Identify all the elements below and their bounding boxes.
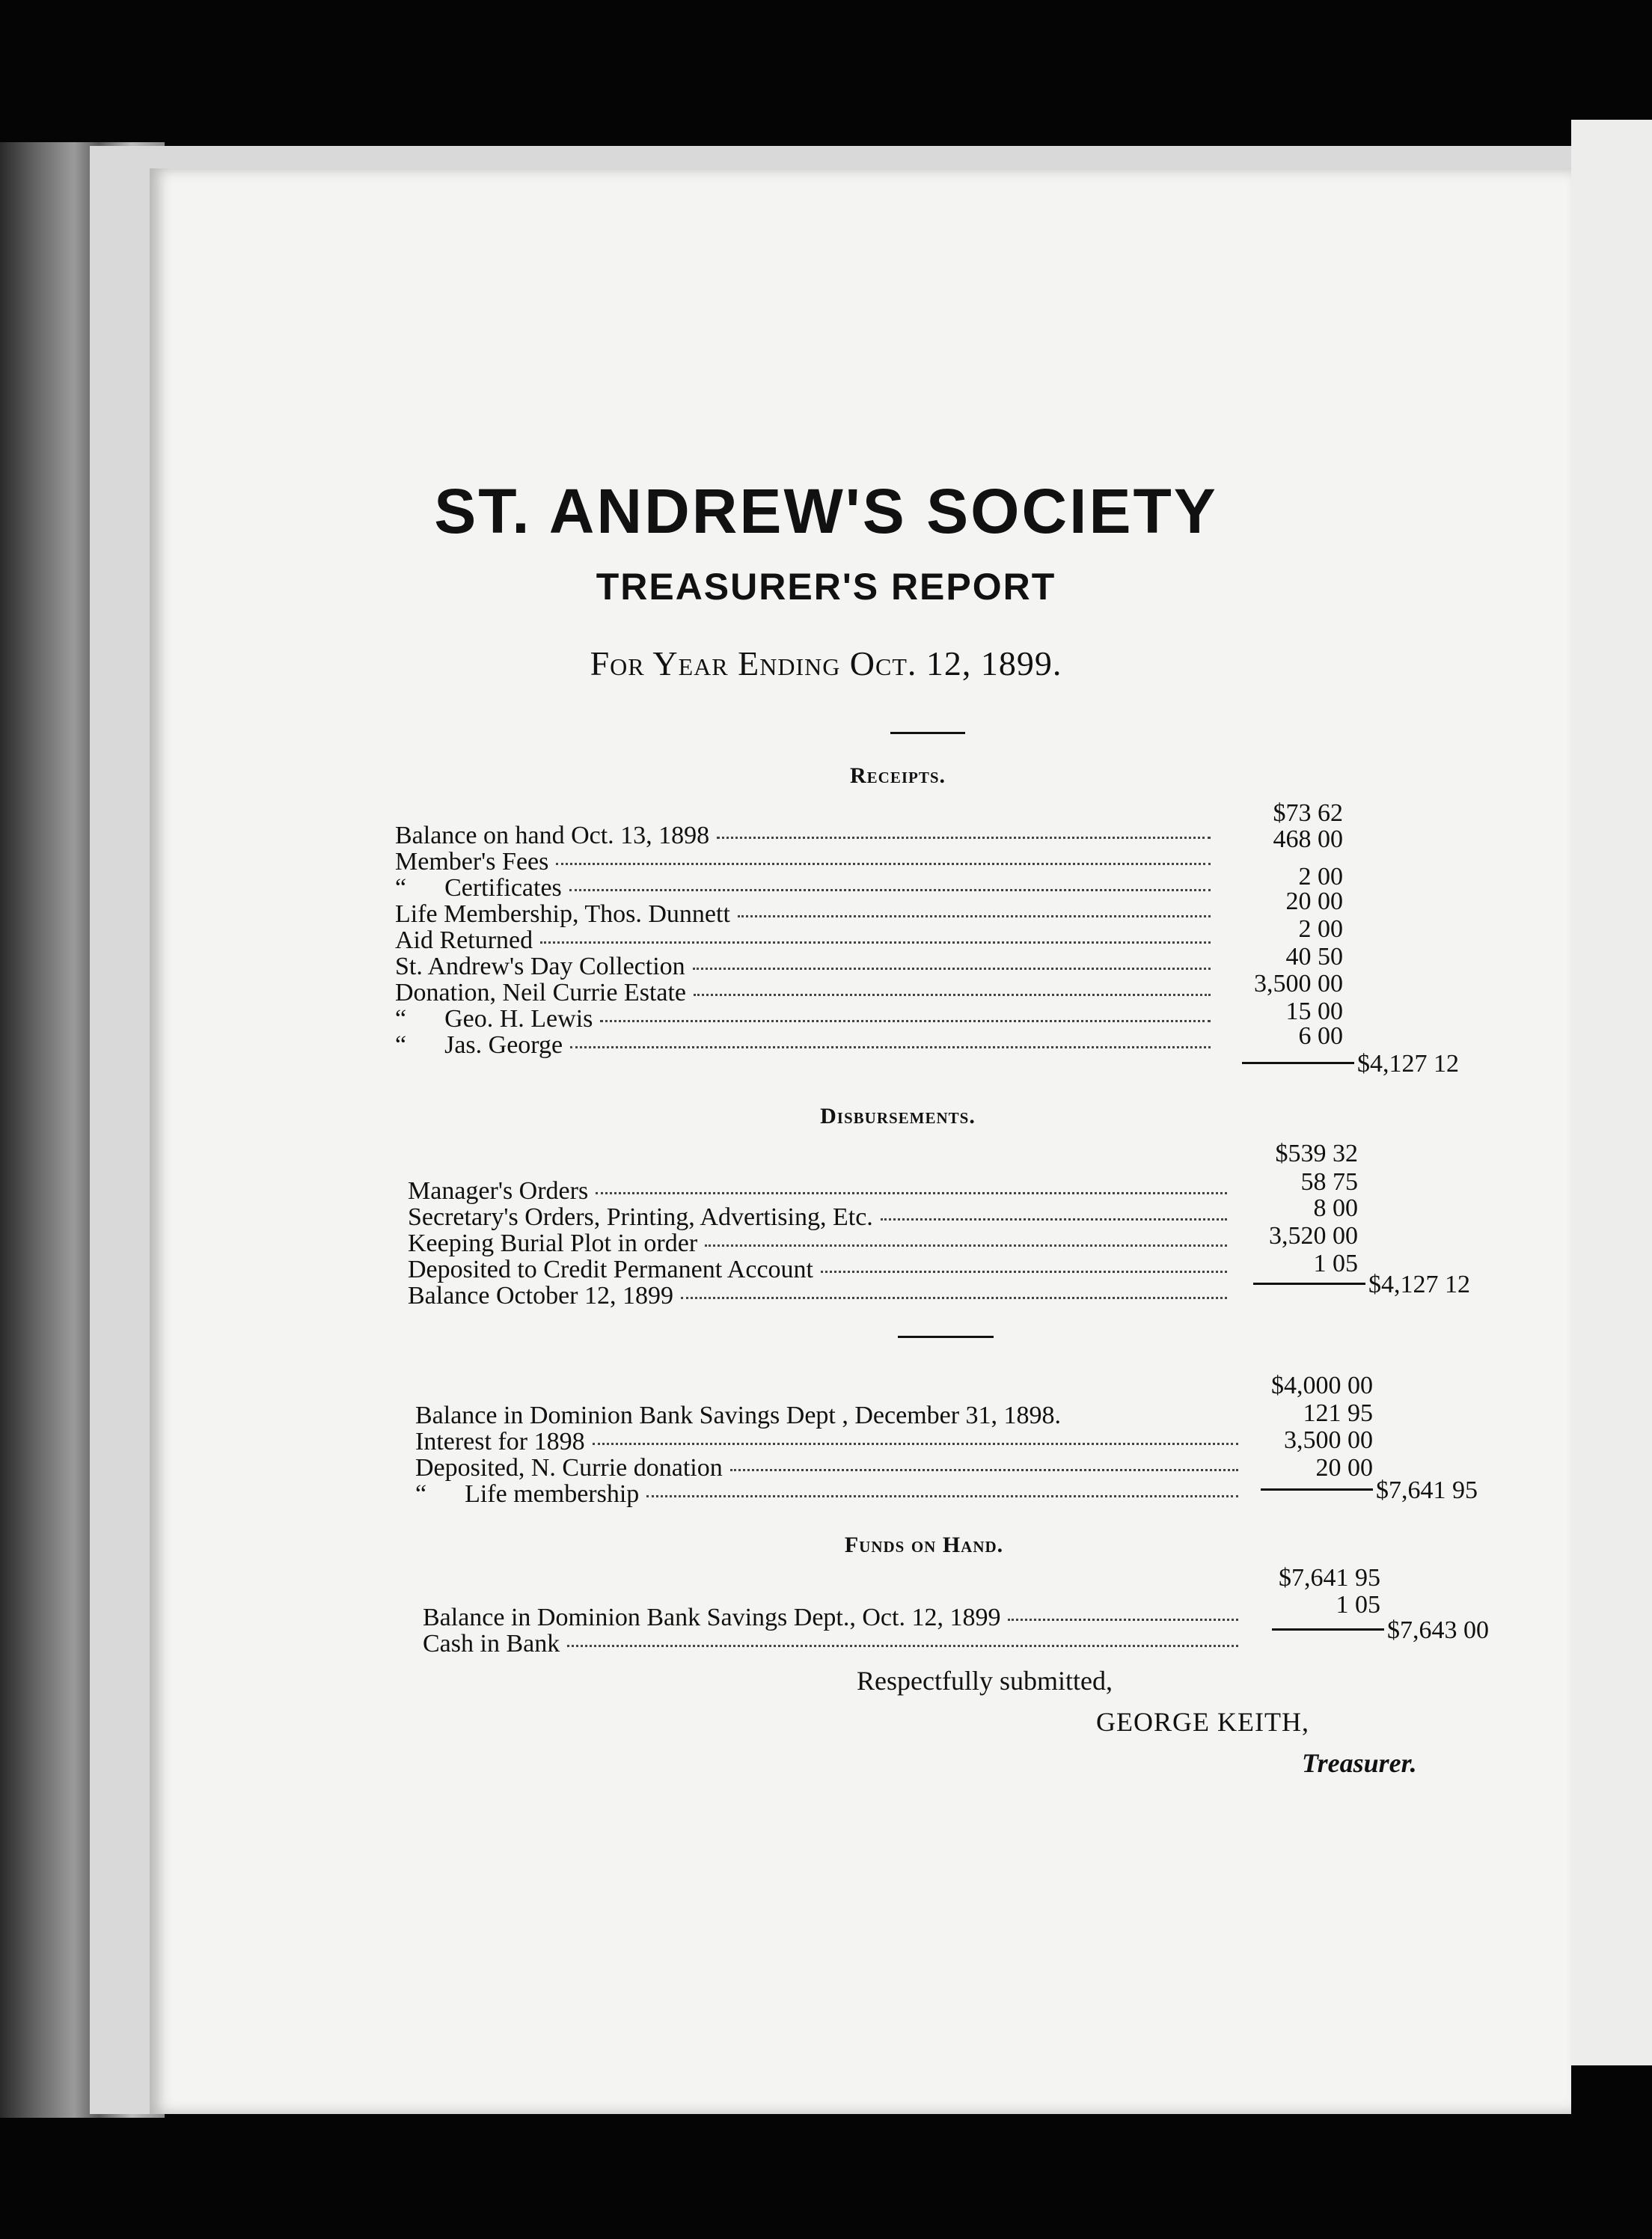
total-rule xyxy=(1253,1283,1365,1285)
page-title: ST. ANDREW'S SOCIETY xyxy=(434,476,1218,546)
leader-dots xyxy=(540,941,1211,944)
receipt-amount: 2 00 xyxy=(1298,863,1343,891)
disbursement-label: Manager's Orders xyxy=(408,1177,589,1205)
disbursements-total-value: $4,127 12 xyxy=(1368,1271,1470,1298)
receipt-amount: 20 00 xyxy=(1285,888,1343,915)
leader-dots xyxy=(646,1495,1238,1497)
permanent-label: Interest for 1898 xyxy=(415,1428,585,1455)
receipt-label: Balance on hand Oct. 13, 1898 xyxy=(395,822,710,849)
disbursement-row xyxy=(408,1205,1235,1230)
receipt-label: “ Geo. H. Lewis xyxy=(395,1005,593,1033)
receipt-amount: 40 50 xyxy=(1285,943,1343,971)
receipt-amount: 3,500 00 xyxy=(1254,970,1343,998)
disbursement-label: Balance October 12, 1899 xyxy=(408,1282,673,1310)
funds-label: Cash in Bank xyxy=(423,1630,560,1658)
disbursement-amount: $539 32 xyxy=(1275,1140,1358,1167)
disbursement-row xyxy=(408,1283,1235,1309)
permanent-total xyxy=(1261,1478,1478,1503)
divider-middle xyxy=(898,1336,994,1338)
funds-row xyxy=(423,1631,1246,1657)
divider-top xyxy=(890,732,965,734)
receipt-label: St. Andrew's Day Collection xyxy=(395,953,685,980)
receipt-row xyxy=(395,954,1218,980)
leader-dots xyxy=(1008,1619,1238,1621)
disbursement-row xyxy=(408,1257,1235,1283)
permanent-label: Balance in Dominion Bank Savings Dept , December 31, 1898. xyxy=(415,1402,1062,1429)
permanent-label: “ Life membership xyxy=(415,1480,640,1508)
receipt-row xyxy=(395,1007,1218,1032)
leader-dots xyxy=(705,1244,1227,1247)
permanent-row xyxy=(415,1455,1246,1481)
total-rule xyxy=(1261,1488,1373,1491)
receipt-row xyxy=(395,980,1218,1006)
receipt-label: “ Certificates xyxy=(395,874,562,902)
disbursement-amount: 3,520 00 xyxy=(1269,1222,1358,1250)
permanent-amount: 20 00 xyxy=(1315,1454,1373,1482)
funds-total-value: $7,643 00 xyxy=(1387,1616,1489,1644)
permanent-amount: $4,000 00 xyxy=(1271,1372,1373,1399)
receipt-label: Member's Fees xyxy=(395,848,549,876)
permanent-label: Deposited, N. Currie donation xyxy=(415,1454,723,1482)
leader-dots xyxy=(593,1443,1238,1445)
signatory-role: Treasurer. xyxy=(1302,1748,1417,1778)
disbursements-total xyxy=(1253,1272,1470,1298)
funds-total xyxy=(1272,1618,1489,1643)
funds-row xyxy=(423,1605,1246,1631)
leader-dots xyxy=(570,1046,1211,1048)
disbursement-amount: 1 05 xyxy=(1313,1250,1358,1277)
leader-dots xyxy=(567,1645,1238,1647)
receipt-amount: 15 00 xyxy=(1285,998,1343,1025)
funds-amount: 1 05 xyxy=(1336,1591,1380,1619)
leader-dots xyxy=(596,1192,1227,1194)
signatory-name: GEORGE KEITH, xyxy=(1096,1707,1309,1737)
funds-heading: Funds on Hand. xyxy=(844,1533,1004,1557)
leader-dots xyxy=(717,837,1211,839)
total-rule xyxy=(1242,1062,1354,1064)
permanent-row xyxy=(415,1482,1246,1507)
closing-line: Respectfully submitted, xyxy=(857,1666,1113,1696)
report-subtitle: TREASURER'S REPORT xyxy=(596,566,1056,608)
leader-dots xyxy=(681,1297,1227,1299)
total-rule xyxy=(1272,1628,1384,1631)
leader-dots xyxy=(738,915,1211,917)
disbursement-label: Deposited to Credit Permanent Account xyxy=(408,1256,813,1283)
disbursement-label: Secretary's Orders, Printing, Advertising, Etc. xyxy=(408,1203,873,1231)
receipts-heading: Receipts. xyxy=(849,763,946,788)
leader-dots xyxy=(556,863,1211,865)
permanent-row xyxy=(415,1403,1246,1429)
leader-dots xyxy=(693,968,1211,970)
permanent-row xyxy=(415,1429,1246,1455)
receipt-amount: 6 00 xyxy=(1298,1022,1343,1050)
disbursement-amount: 58 75 xyxy=(1300,1168,1358,1196)
receipt-label: “ Jas. George xyxy=(395,1031,563,1059)
report-period: For Year Ending Oct. 12, 1899. xyxy=(590,644,1062,682)
permanent-amount: 121 95 xyxy=(1303,1399,1373,1427)
receipt-row xyxy=(395,902,1218,927)
leader-dots xyxy=(821,1271,1227,1273)
receipt-label: Donation, Neil Currie Estate xyxy=(395,979,687,1007)
leader-dots xyxy=(569,889,1211,891)
disbursement-row xyxy=(408,1231,1235,1256)
permanent-amount: 3,500 00 xyxy=(1284,1426,1373,1454)
leader-dots xyxy=(730,1469,1238,1471)
receipt-row xyxy=(395,928,1218,953)
disbursement-label: Keeping Burial Plot in order xyxy=(408,1230,698,1257)
receipt-row xyxy=(395,849,1218,875)
receipts-total-value: $4,127 12 xyxy=(1357,1050,1459,1078)
funds-amount: $7,641 95 xyxy=(1279,1564,1380,1592)
receipt-amount: 2 00 xyxy=(1298,915,1343,943)
receipts-total xyxy=(1242,1051,1459,1077)
leader-dots xyxy=(881,1218,1227,1221)
leader-dots xyxy=(600,1020,1211,1022)
permanent-total-value: $7,641 95 xyxy=(1376,1476,1478,1504)
disbursement-amount: 8 00 xyxy=(1313,1194,1358,1222)
receipt-label: Life Membership, Thos. Dunnett xyxy=(395,900,730,928)
funds-label: Balance in Dominion Bank Savings Dept., Oct. 12, 1899 xyxy=(423,1604,1001,1631)
receipt-label: Aid Returned xyxy=(395,926,533,954)
disbursement-row xyxy=(408,1179,1235,1204)
receipt-row xyxy=(395,823,1218,849)
receipt-amount: 468 00 xyxy=(1273,825,1343,853)
disbursements-heading: Disbursements. xyxy=(820,1104,976,1128)
receipt-row xyxy=(395,876,1218,901)
receipt-row xyxy=(395,1033,1218,1058)
receipt-amount: $73 62 xyxy=(1273,799,1343,827)
leader-dots xyxy=(694,994,1211,996)
